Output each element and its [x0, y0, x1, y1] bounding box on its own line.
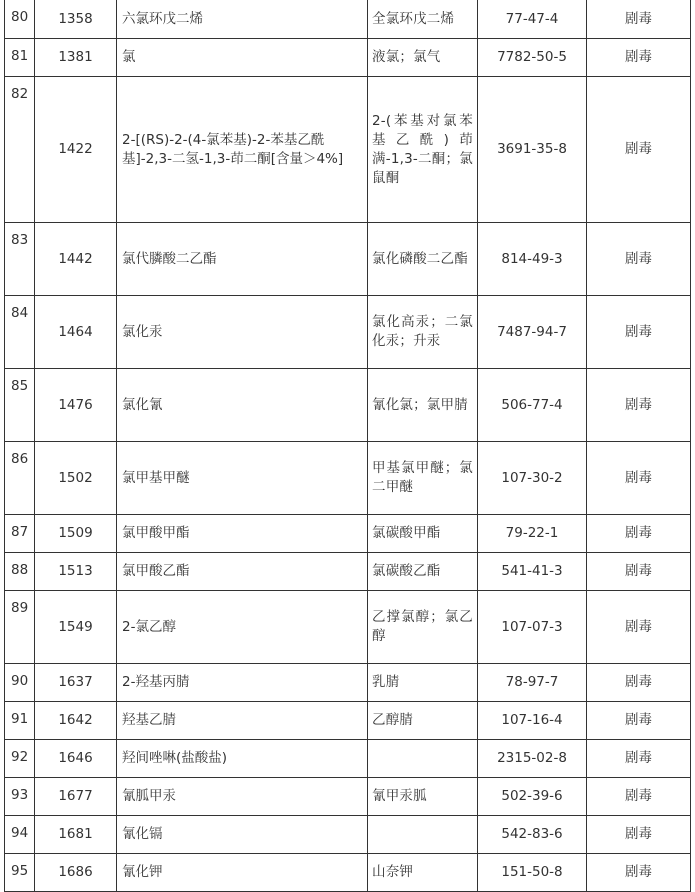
cas-number: 77-47-4 — [478, 0, 587, 39]
table-row — [5, 296, 691, 369]
row-index: 80 — [5, 0, 35, 39]
row-index: 85 — [5, 369, 35, 442]
catalog-number: 1637 — [35, 664, 117, 702]
chemical-name: 氯化氰 — [117, 369, 368, 442]
table-row — [5, 369, 691, 442]
chemical-name: 氯甲酸甲酯 — [117, 515, 368, 553]
table-row — [5, 39, 691, 77]
hazard-category: 剧毒 — [587, 39, 691, 77]
chemical-alias: 乙撑氯醇；氯乙醇 — [368, 591, 478, 664]
row-index: 92 — [5, 740, 35, 778]
chemical-alias: 氯碳酸乙酯 — [368, 553, 478, 591]
chemical-alias: 氰化氯；氯甲腈 — [368, 369, 478, 442]
row-index: 86 — [5, 442, 35, 515]
table-body — [5, 0, 691, 892]
chemical-alias: 氯化磷酸二乙酯 — [368, 223, 478, 296]
hazard-category: 剧毒 — [587, 77, 691, 223]
row-index: 83 — [5, 223, 35, 296]
catalog-number: 1476 — [35, 369, 117, 442]
cas-number: 541-41-3 — [478, 553, 587, 591]
catalog-number: 1502 — [35, 442, 117, 515]
table-row — [5, 778, 691, 816]
catalog-number: 1549 — [35, 591, 117, 664]
cas-number: 78-97-7 — [478, 664, 587, 702]
chemical-alias: 乳腈 — [368, 664, 478, 702]
row-index: 84 — [5, 296, 35, 369]
chemical-alias — [368, 740, 478, 778]
hazard-category: 剧毒 — [587, 0, 691, 39]
table-row — [5, 816, 691, 854]
cas-number: 502-39-6 — [478, 778, 587, 816]
table-row — [5, 591, 691, 664]
chemical-table — [4, 0, 691, 892]
table-row — [5, 702, 691, 740]
catalog-number: 1642 — [35, 702, 117, 740]
table-row — [5, 0, 691, 39]
cas-number: 506-77-4 — [478, 369, 587, 442]
hazard-category: 剧毒 — [587, 223, 691, 296]
chemical-name: 氯 — [117, 39, 368, 77]
chemical-name: 氯代膦酸二乙酯 — [117, 223, 368, 296]
hazard-category: 剧毒 — [587, 816, 691, 854]
cas-number: 542-83-6 — [478, 816, 587, 854]
hazard-category: 剧毒 — [587, 553, 691, 591]
catalog-number: 1646 — [35, 740, 117, 778]
row-index: 91 — [5, 702, 35, 740]
chemical-name: 2-羟基丙腈 — [117, 664, 368, 702]
table-row — [5, 515, 691, 553]
catalog-number: 1464 — [35, 296, 117, 369]
chemical-name: 氯化汞 — [117, 296, 368, 369]
chemical-name: 氰胍甲汞 — [117, 778, 368, 816]
hazard-category: 剧毒 — [587, 664, 691, 702]
chemical-name: 氯甲基甲醚 — [117, 442, 368, 515]
chemical-name: 六氯环戊二烯 — [117, 0, 368, 39]
chemical-name: 2-[(RS)-2-(4-氯苯基)-2-苯基乙酰基]-2,3-二氢-1,3-茚二酮[含量＞4%] — [117, 77, 368, 223]
table-row — [5, 664, 691, 702]
hazard-category: 剧毒 — [587, 854, 691, 892]
chemical-name: 羟基乙腈 — [117, 702, 368, 740]
cas-number: 107-30-2 — [478, 442, 587, 515]
chemical-name: 2-氯乙醇 — [117, 591, 368, 664]
hazard-category: 剧毒 — [587, 515, 691, 553]
chemical-alias: 氰甲汞胍 — [368, 778, 478, 816]
table-row — [5, 223, 691, 296]
catalog-number: 1513 — [35, 553, 117, 591]
row-index: 94 — [5, 816, 35, 854]
chemical-alias: 全氯环戊二烯 — [368, 0, 478, 39]
catalog-number: 1686 — [35, 854, 117, 892]
cas-number: 814-49-3 — [478, 223, 587, 296]
chemical-alias — [368, 816, 478, 854]
hazard-category: 剧毒 — [587, 591, 691, 664]
chemical-name: 羟间唑啉(盐酸盐) — [117, 740, 368, 778]
cas-number: 107-16-4 — [478, 702, 587, 740]
chemical-name: 氯甲酸乙酯 — [117, 553, 368, 591]
cas-number: 7782-50-5 — [478, 39, 587, 77]
catalog-number: 1358 — [35, 0, 117, 39]
chemical-alias: 氯化高汞；二氯化汞；升汞 — [368, 296, 478, 369]
catalog-number: 1381 — [35, 39, 117, 77]
chemical-alias: 2-(苯基对氯苯基乙酰)茚满-1,3-二酮；氯鼠酮 — [368, 77, 478, 223]
chemical-alias: 氯碳酸甲酯 — [368, 515, 478, 553]
table-row — [5, 77, 691, 223]
catalog-number: 1677 — [35, 778, 117, 816]
chemical-alias: 乙醇腈 — [368, 702, 478, 740]
chemical-name: 氰化钾 — [117, 854, 368, 892]
cas-number: 2315-02-8 — [478, 740, 587, 778]
catalog-number: 1681 — [35, 816, 117, 854]
chemical-name: 氰化镉 — [117, 816, 368, 854]
table-row — [5, 442, 691, 515]
row-index: 87 — [5, 515, 35, 553]
row-index: 89 — [5, 591, 35, 664]
chemical-alias: 液氯；氯气 — [368, 39, 478, 77]
cas-number: 107-07-3 — [478, 591, 587, 664]
table-row — [5, 740, 691, 778]
row-index: 95 — [5, 854, 35, 892]
cas-number: 3691-35-8 — [478, 77, 587, 223]
cas-number: 7487-94-7 — [478, 296, 587, 369]
row-index: 88 — [5, 553, 35, 591]
hazard-category: 剧毒 — [587, 702, 691, 740]
row-index: 93 — [5, 778, 35, 816]
hazard-category: 剧毒 — [587, 442, 691, 515]
catalog-number: 1422 — [35, 77, 117, 223]
row-index: 82 — [5, 77, 35, 223]
chemical-alias: 山奈钾 — [368, 854, 478, 892]
hazard-category: 剧毒 — [587, 778, 691, 816]
hazard-category: 剧毒 — [587, 296, 691, 369]
hazard-category: 剧毒 — [587, 369, 691, 442]
hazard-category: 剧毒 — [587, 740, 691, 778]
row-index: 81 — [5, 39, 35, 77]
cas-number: 79-22-1 — [478, 515, 587, 553]
cas-number: 151-50-8 — [478, 854, 587, 892]
row-index: 90 — [5, 664, 35, 702]
table-row — [5, 553, 691, 591]
catalog-number: 1442 — [35, 223, 117, 296]
chemical-alias: 甲基氯甲醚；氯二甲醚 — [368, 442, 478, 515]
catalog-number: 1509 — [35, 515, 117, 553]
table-row — [5, 854, 691, 892]
